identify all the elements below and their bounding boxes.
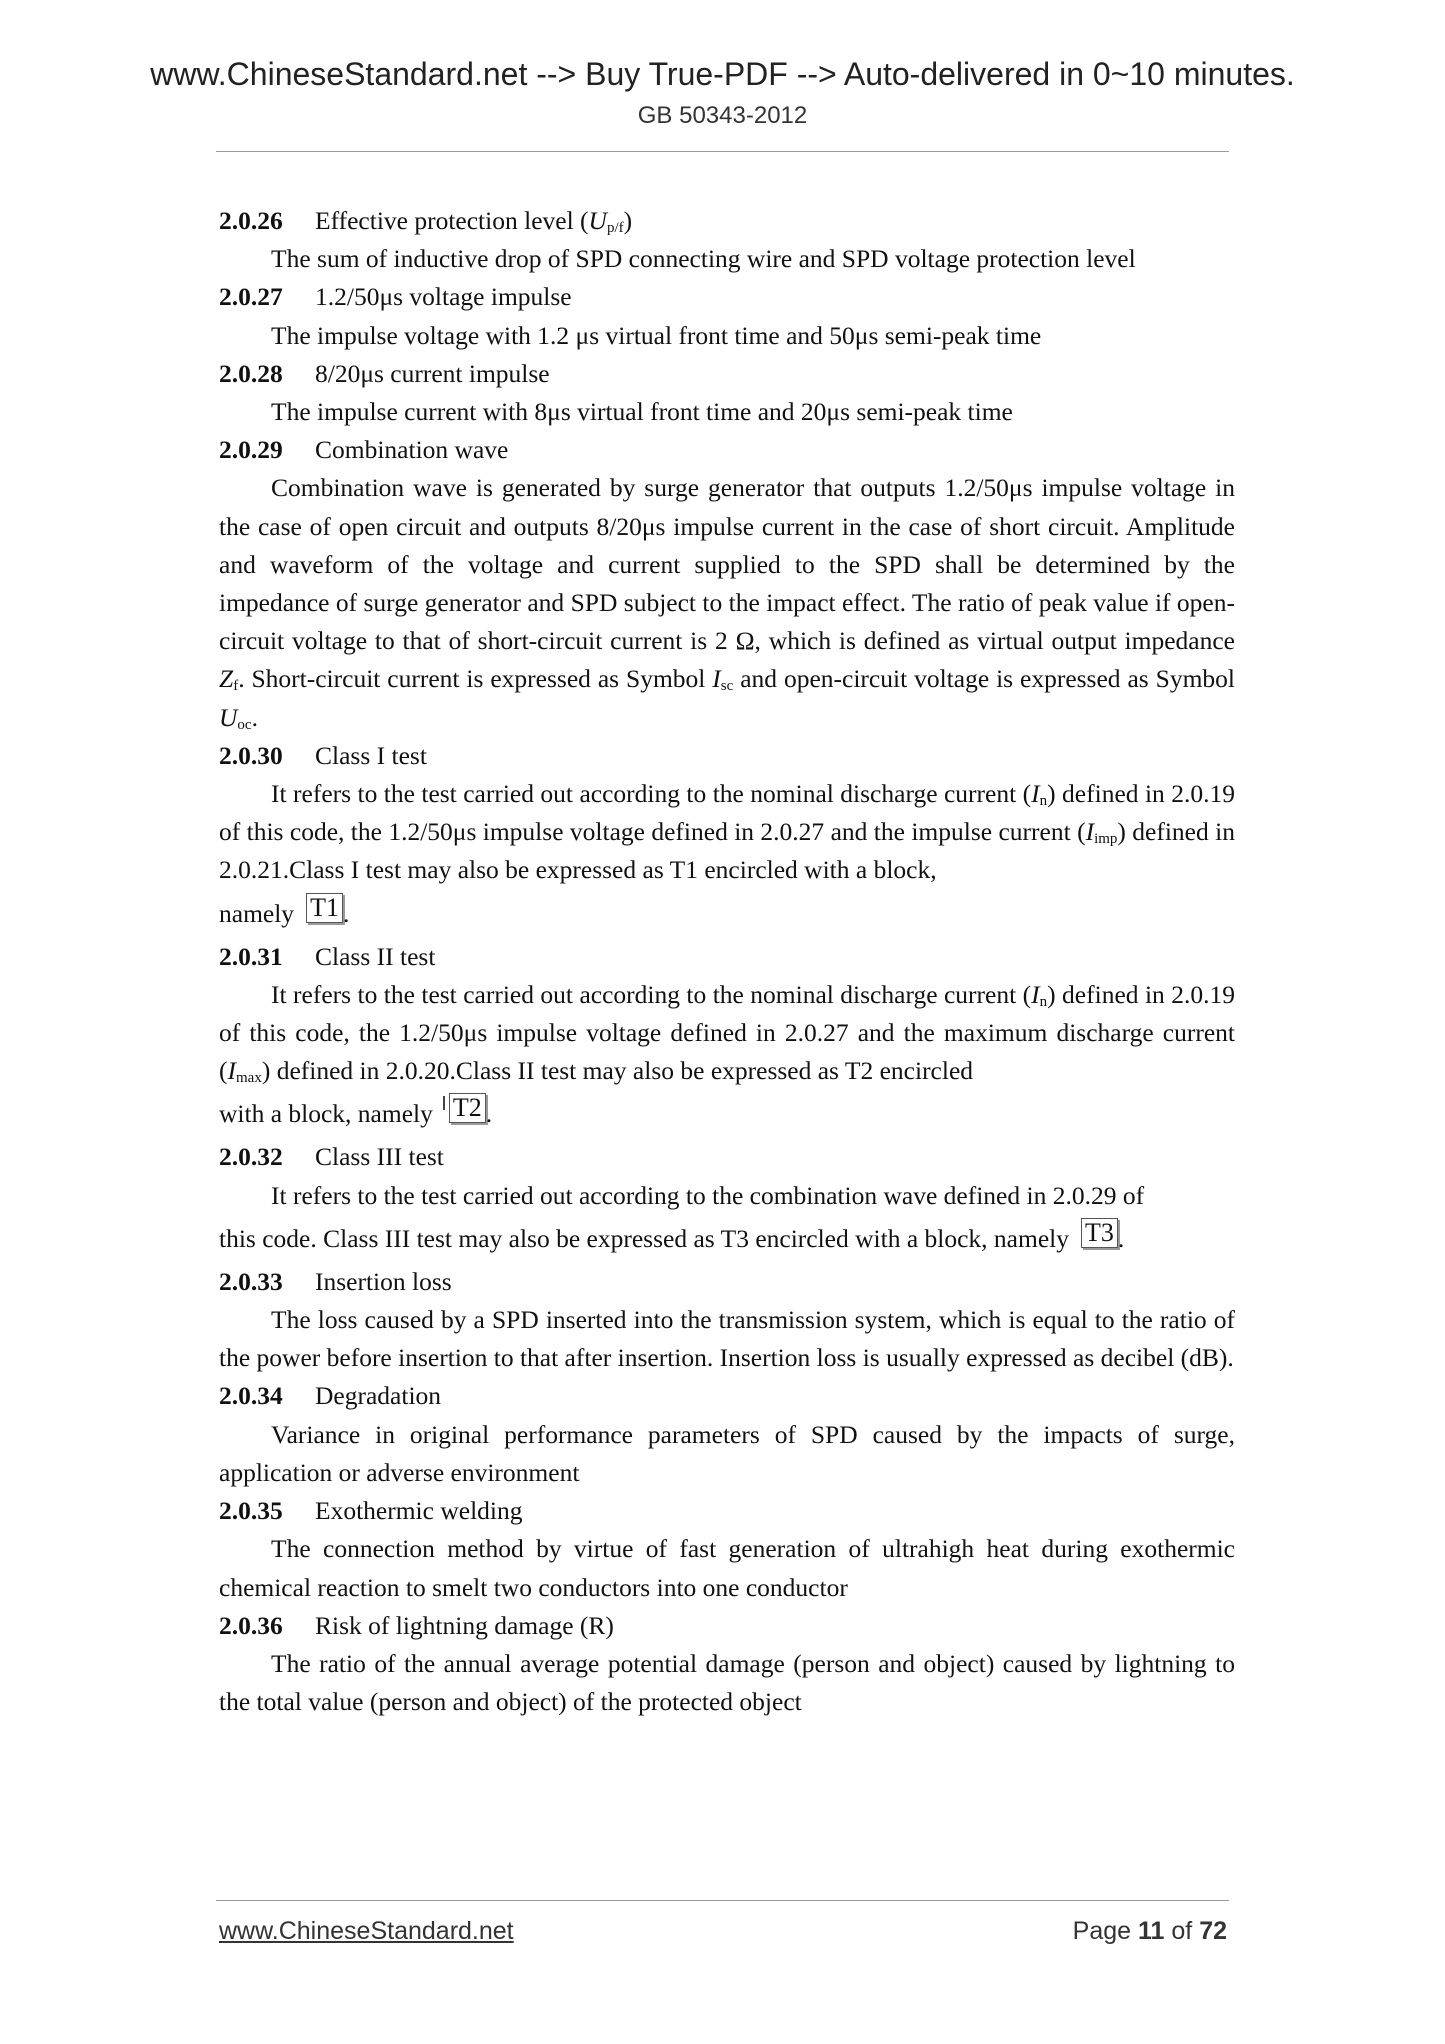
symbol-u: U [219, 702, 238, 732]
body-text: and open-circuit voltage is expressed as Symbol [733, 664, 1235, 694]
title-text-end: ) [623, 206, 633, 235]
symbol-i: I [1031, 779, 1040, 809]
body-text: ) defined in 2.0.20.Class II test may also be expressed as T2 encircled [261, 1056, 974, 1086]
namely-text: namely [219, 898, 295, 928]
symbol-i: I [1031, 979, 1040, 1009]
section-number: 2.0.29 [219, 435, 283, 465]
section-number: 2.0.26 [219, 206, 283, 235]
section-body-2-0-34: Variance in original performance parameters of SPD caused by the impacts of surge, application or adverse environment [219, 1419, 1235, 1487]
section-body-2-0-29 [219, 469, 1235, 736]
section-title: Class I test [315, 740, 427, 770]
section-heading-2-0-27 [219, 278, 1235, 316]
section-heading-2-0-33 [219, 1263, 1235, 1301]
body-text: It refers to the test carried out according to the nominal discharge current ( [271, 779, 1032, 809]
period: . [1117, 1223, 1125, 1253]
section-body-2-0-27: The impulse voltage with 1.2 μs virtual front time and 50μs semi-peak time [271, 320, 1042, 350]
footer-site-link[interactable]: www.ChineseStandard.net [219, 1917, 514, 1945]
section-body-2-0-28: The impulse current with 8μs virtual front time and 20μs semi-peak time [271, 397, 1013, 427]
section-heading-2-0-26 [219, 202, 1235, 240]
body-text: . Short-circuit current is expressed as Symbol [238, 664, 713, 694]
section-title: 8/20μs current impulse [315, 358, 550, 388]
footer-divider [216, 1900, 1229, 1901]
title-text: Effective protection level ( [315, 206, 589, 235]
symbol-subscript: imp [1094, 831, 1118, 848]
document-body [219, 202, 1235, 1721]
section-number: 2.0.32 [219, 1142, 283, 1172]
section-title: Class III test [315, 1142, 444, 1172]
period: . [342, 898, 350, 928]
namely-line-t3 [219, 1215, 1235, 1263]
section-body-2-0-26: The sum of inductive drop of SPD connecting wire and SPD voltage protection level [271, 244, 1136, 274]
section-title: Insertion loss [315, 1266, 452, 1296]
section-heading-2-0-35 [219, 1492, 1235, 1530]
section-number: 2.0.27 [219, 282, 283, 312]
symbol-i: I [712, 664, 721, 694]
section-number: 2.0.28 [219, 358, 283, 388]
body-text: ) defined in 2.0.19 of this code, the 1.2/50μs impulse voltage defined in 2.0.27 and the maximum discharge current ( [219, 979, 1235, 1086]
symbol-subscript: oc [237, 716, 252, 733]
section-heading-2-0-36 [219, 1607, 1235, 1645]
symbol-z: Z [219, 664, 234, 694]
page-indicator [1073, 1917, 1227, 1946]
tick-mark [443, 1096, 445, 1110]
section-title: Class II test [315, 941, 436, 971]
page-current: 11 [1137, 1917, 1165, 1945]
section-heading-2-0-29 [219, 431, 1235, 469]
symbol-subscript: f [233, 678, 239, 695]
header-divider [216, 151, 1229, 152]
body-text: ) defined in 2.0.19 of this code, the 1.2/50μs impulse voltage defined in 2.0.27 and the impulse current ( [219, 779, 1235, 847]
body-text: It refers to the test carried out according to the nominal discharge current ( [271, 979, 1032, 1009]
section-title [315, 206, 632, 235]
section-number: 2.0.36 [219, 1610, 283, 1640]
section-body-2-0-31 [219, 976, 1235, 1091]
body-text: . [251, 702, 258, 732]
section-body-2-0-32: It refers to the test carried out according to the combination wave defined in 2.0.29 of [271, 1180, 1145, 1210]
standard-number: GB 50343-2012 [637, 102, 808, 129]
section-number: 2.0.34 [219, 1381, 283, 1411]
body-text: ) defined in 2.0.21.Class I test may also be expressed as T1 encircled with a block, [219, 817, 1235, 885]
section-title: 1.2/50μs voltage impulse [315, 282, 572, 312]
t2-badge: T2 [449, 1093, 486, 1123]
section-number: 2.0.35 [219, 1496, 283, 1526]
section-heading-2-0-28 [219, 355, 1235, 393]
body-text: Combination wave is generated by surge generator that outputs 1.2/50μs impulse voltage in the case of open circuit and outputs 8/20μs impulse current in the case of short circuit. Amplitude and waveform of the voltage and current supplied to the SPD shall be determined by the impedance of surge generator and SPD subject to the impact effect. The ratio of peak value if open-circuit voltage to that of short-circuit current is 2 Ω, which is defined as virtual output impedance [219, 473, 1235, 656]
namely-text: with a block, namely [219, 1099, 433, 1129]
section-body-2-0-35: The connection method by virtue of fast generation of ultrahigh heat during exothermic chemical reaction to smelt two conductors into one conductor [219, 1534, 1235, 1602]
section-title: Risk of lightning damage (R) [315, 1610, 614, 1640]
section-body-2-0-30 [219, 775, 1235, 890]
symbol-subscript: n [1039, 993, 1048, 1010]
body-text: this code. Class III test may also be expressed as T3 encircled with a block, namely [219, 1223, 1069, 1253]
symbol-i: I [1085, 817, 1095, 847]
section-heading-2-0-32 [219, 1138, 1235, 1176]
namely-line-t2 [219, 1090, 1235, 1138]
section-heading-2-0-31 [219, 938, 1235, 976]
section-body-2-0-36: The ratio of the annual average potential damage (person and object) caused by lightning to the total value (person and object) of the protected object [219, 1648, 1235, 1717]
symbol-i: I [227, 1056, 236, 1086]
t3-badge: T3 [1081, 1218, 1118, 1248]
symbol-subscript: sc [720, 678, 734, 695]
header-banner: www.ChineseStandard.net --> Buy True-PDF --> Auto-delivered in 0~10 minutes. [150, 56, 1295, 92]
page-of: of [1171, 1917, 1193, 1945]
section-number: 2.0.30 [219, 740, 283, 770]
section-heading-2-0-34 [219, 1377, 1235, 1415]
t1-badge: T1 [306, 893, 343, 923]
symbol-subscript: n [1039, 793, 1048, 810]
symbol-u: U [588, 206, 607, 235]
section-title: Exothermic welding [315, 1496, 523, 1526]
symbol-subscript: p/f [606, 220, 624, 236]
section-heading-2-0-30 [219, 737, 1235, 775]
page-total: 72 [1199, 1917, 1227, 1945]
section-number: 2.0.31 [219, 941, 283, 971]
page-label: Page [1072, 1917, 1132, 1945]
section-number: 2.0.33 [219, 1266, 283, 1296]
period: . [485, 1099, 493, 1129]
section-title: Combination wave [315, 435, 509, 465]
section-title: Degradation [315, 1381, 442, 1411]
namely-line-t1 [219, 890, 1235, 938]
symbol-subscript: max [236, 1070, 262, 1087]
section-body-2-0-33: The loss caused by a SPD inserted into the transmission system, which is equal to the ratio of the power before insertion to that after insertion. Insertion loss is usually expressed as decibel (dB). [219, 1305, 1235, 1373]
